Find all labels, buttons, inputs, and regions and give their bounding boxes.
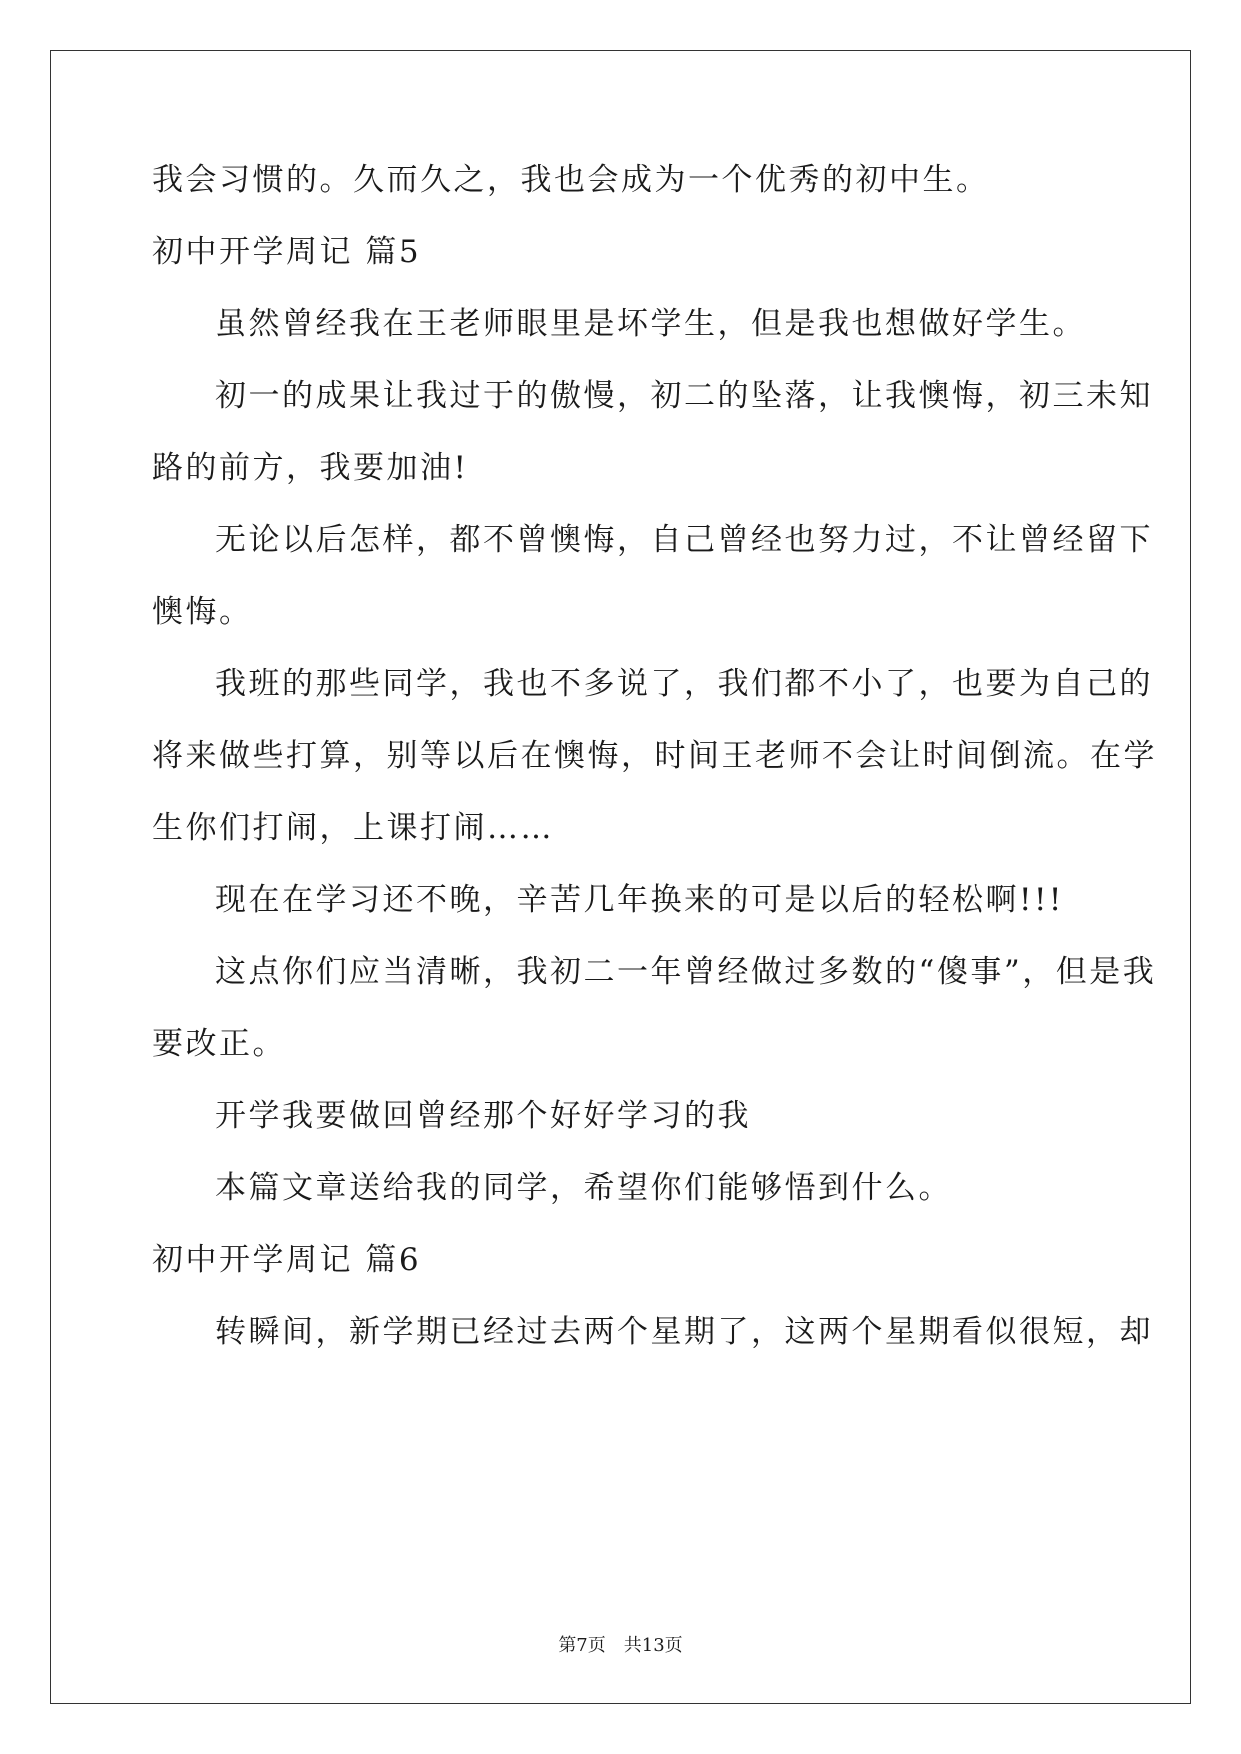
page-border bbox=[50, 50, 1191, 1704]
text-line: 我班的那些同学，我也不多说了，我们都不小了，也要为自己的 bbox=[215, 666, 1153, 702]
text-line: 将来做些打算，别等以后在懊悔，时间王老师不会让时间倒流。在学 bbox=[152, 738, 1157, 774]
page-number: 第7页 共13页 bbox=[558, 1635, 683, 1656]
text-line: 现在在学习还不晚，辛苦几年换来的可是以后的轻松啊!!! bbox=[215, 882, 1064, 918]
text-line: 本篇文章送给我的同学，希望你们能够悟到什么。 bbox=[215, 1170, 952, 1206]
section-heading: 初中开学周记 篇6 bbox=[152, 1242, 422, 1278]
text-line: 转瞬间，新学期已经过去两个星期了，这两个星期看似很短，却 bbox=[215, 1314, 1153, 1350]
text-line: 这点你们应当清晰，我初二一年曾经做过多数的“傻事”，但是我 bbox=[215, 954, 1157, 990]
text-line: 路的前方，我要加油! bbox=[152, 450, 469, 486]
text-line: 初一的成果让我过于的傲慢，初二的坠落，让我懊悔，初三未知 bbox=[215, 378, 1153, 414]
text-line: 要改正。 bbox=[152, 1026, 286, 1062]
text-line: 我会习惯的。久而久之，我也会成为一个优秀的初中生。 bbox=[152, 162, 990, 198]
text-line: 虽然曾经我在王老师眼里是坏学生，但是我也想做好学生。 bbox=[215, 306, 1086, 342]
text-line: 开学我要做回曾经那个好好学习的我 bbox=[215, 1098, 751, 1134]
section-heading: 初中开学周记 篇5 bbox=[152, 234, 422, 270]
text-line: 生你们打闹，上课打闹…… bbox=[152, 810, 554, 846]
text-line: 懊悔。 bbox=[152, 594, 253, 630]
text-line: 无论以后怎样，都不曾懊悔，自己曾经也努力过，不让曾经留下 bbox=[215, 522, 1153, 558]
